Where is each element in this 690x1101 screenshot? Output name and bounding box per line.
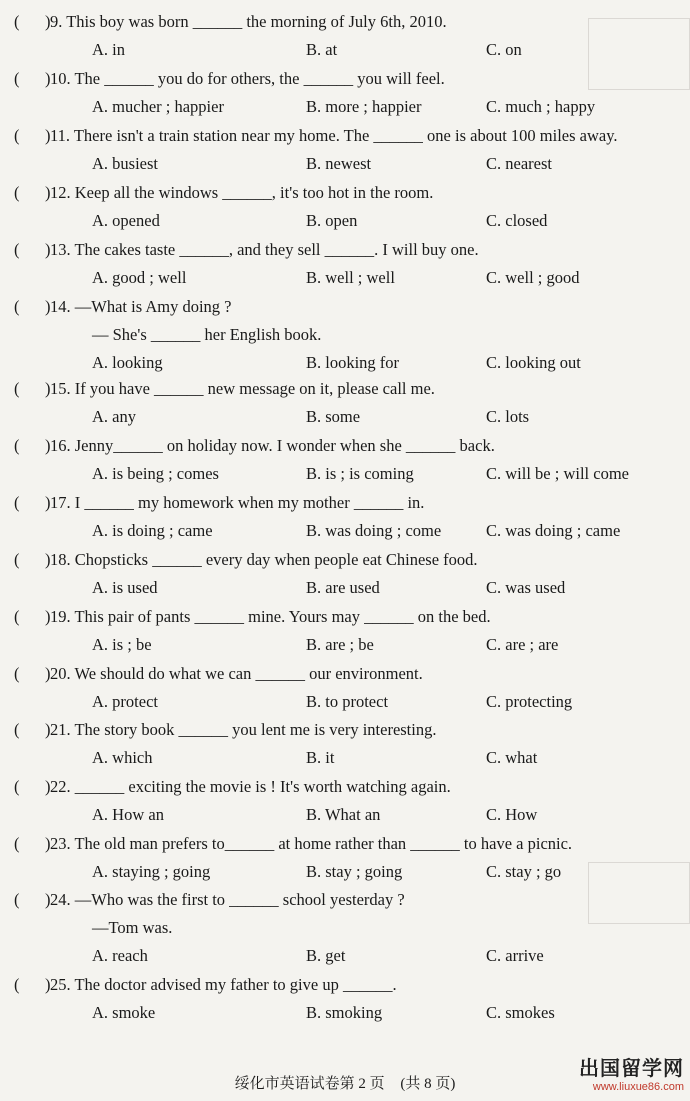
answer-option: C. protecting	[486, 692, 573, 711]
question-stem	[50, 183, 433, 203]
answer-bracket: (	[14, 664, 20, 683]
question-text: The old man prefers to______ at home rather than ______ to have a picnic.	[74, 834, 573, 853]
answer-option: A. How an	[92, 805, 164, 824]
answer-option: B. newest	[306, 154, 372, 173]
answer-bracket: (	[14, 12, 20, 31]
question-number: 18.	[50, 550, 71, 569]
answer-option: A. mucher ; happier	[92, 97, 224, 116]
question-text: The story book ______ you lent me is very interesting.	[74, 720, 437, 739]
question-stem	[50, 379, 435, 399]
answer-bracket: (	[14, 126, 20, 145]
answer-option: C. what	[486, 748, 538, 767]
answer-bracket: )	[45, 297, 51, 316]
answer-option: B. it	[306, 748, 335, 767]
question-text: ______ exciting the movie is ! It's worth watching again.	[74, 777, 451, 796]
answer-option: B. stay ; going	[306, 862, 403, 881]
answer-option: B. open	[306, 211, 358, 230]
answer-option: C. lots	[486, 407, 530, 426]
answer-option: A. busiest	[92, 154, 158, 173]
question-text: If you have ______ new message on it, please call me.	[74, 379, 435, 398]
answer-option: B. What an	[306, 805, 381, 824]
answer-option: A. reach	[92, 946, 148, 965]
answer-option: A. in	[92, 40, 125, 59]
answer-bracket: )	[45, 12, 51, 31]
question-text: This boy was born ______ the morning of July 6th, 2010.	[66, 12, 447, 31]
answer-option: B. smoking	[306, 1003, 383, 1022]
question-text: We should do what we can ______ our environment.	[74, 664, 423, 683]
question-number: 24.	[50, 890, 71, 909]
answer-option: B. to protect	[306, 692, 389, 711]
answer-bracket: (	[14, 550, 20, 569]
question-text: Chopsticks ______ every day when people eat Chinese food.	[74, 550, 478, 569]
answer-bracket: )	[45, 890, 51, 909]
answer-bracket: )	[45, 379, 51, 398]
answer-option: C. on	[486, 40, 522, 59]
answer-option: A. staying ; going	[92, 862, 211, 881]
question-text: There isn't a train station near my home. The ______ one is about 100 miles away.	[73, 126, 618, 145]
question-text: The doctor advised my father to give up ______.	[74, 975, 397, 994]
question-number: 11.	[50, 126, 71, 145]
question-text: The ______ you do for others, the ______ you will feel.	[74, 69, 445, 88]
question-text: Keep all the windows ______, it's too hot in the room.	[74, 183, 434, 202]
answer-option: A. looking	[92, 353, 163, 372]
answer-option: B. is ; is coming	[306, 464, 414, 483]
question-number: 14.	[50, 297, 71, 316]
question-stem	[50, 550, 478, 570]
answer-bracket: )	[45, 550, 51, 569]
answer-option: C. arrive	[486, 946, 544, 965]
answer-bracket: (	[14, 379, 20, 398]
answer-bracket: (	[14, 69, 20, 88]
answer-option: C. much ; happy	[486, 97, 596, 116]
question-number: 25.	[50, 975, 71, 994]
question-text: I ______ my homework when my mother ______ in.	[74, 493, 425, 512]
question-number: 13.	[50, 240, 71, 259]
answer-bracket: )	[45, 126, 51, 145]
answer-option: A. any	[92, 407, 136, 426]
answer-option: A. is being ; comes	[92, 464, 219, 483]
answer-option: C. smokes	[486, 1003, 555, 1022]
question-stem	[50, 240, 479, 260]
answer-option: A. which	[92, 748, 153, 767]
answer-option: C. will be ; will come	[486, 464, 629, 483]
question-stem	[50, 777, 451, 797]
question-number: 21.	[50, 720, 71, 739]
question-text: —Who was the first to ______ school yesterday ?	[74, 890, 405, 909]
site-watermark	[579, 1052, 684, 1093]
answer-bracket: )	[45, 607, 51, 626]
answer-option: C. are ; are	[486, 635, 559, 654]
question-continuation-text: —Tom was.	[92, 918, 173, 937]
question-continuation-text: — She's ______ her English book.	[92, 325, 322, 344]
bleed-through-box	[588, 18, 690, 90]
answer-option: A. protect	[92, 692, 158, 711]
answer-option: B. get	[306, 946, 346, 965]
question-number: 15.	[50, 379, 71, 398]
answer-option: A. smoke	[92, 1003, 156, 1022]
answer-bracket: )	[45, 493, 51, 512]
answer-option: B. more ; happier	[306, 97, 422, 116]
question-stem	[50, 607, 491, 627]
answer-option: A. is used	[92, 578, 158, 597]
answer-bracket: (	[14, 240, 20, 259]
bleed-through-box	[588, 862, 690, 924]
answer-bracket: (	[14, 607, 20, 626]
answer-option: B. some	[306, 407, 361, 426]
answer-bracket: (	[14, 436, 20, 455]
answer-option: B. well ; well	[306, 268, 395, 287]
answer-bracket: )	[45, 777, 51, 796]
question-stem	[50, 126, 618, 146]
answer-bracket: (	[14, 975, 20, 994]
answer-option: A. is doing ; came	[92, 521, 213, 540]
answer-option: C. well ; good	[486, 268, 580, 287]
answer-bracket: (	[14, 834, 20, 853]
question-stem	[50, 436, 495, 456]
question-stem	[50, 720, 436, 740]
answer-option: B. looking for	[306, 353, 400, 372]
question-number: 17.	[50, 493, 71, 512]
question-number: 20.	[50, 664, 71, 683]
question-stem	[50, 975, 397, 995]
answer-option: B. are ; be	[306, 635, 374, 654]
answer-bracket: (	[14, 297, 20, 316]
answer-option: C. looking out	[486, 353, 581, 372]
answer-option: A. is ; be	[92, 635, 152, 654]
watermark-url: www.liuxue86.com	[592, 1081, 684, 1093]
question-text: —What is Amy doing ?	[74, 297, 232, 316]
answer-option: C. nearest	[486, 154, 552, 173]
footer-title: 绥化市英语试卷第 2 页	[234, 1076, 385, 1092]
question-text: The cakes taste ______, and they sell ______. I will buy one.	[74, 240, 479, 259]
watermark-logo-text: 出国留学网	[579, 1056, 684, 1080]
question-number: 10.	[50, 69, 71, 88]
answer-bracket: )	[45, 436, 51, 455]
answer-bracket: (	[14, 890, 20, 909]
question-stem	[50, 493, 424, 513]
question-stem	[50, 664, 423, 684]
answer-bracket: (	[14, 493, 20, 512]
question-text: This pair of pants ______ mine. Yours may ______ on the bed.	[74, 607, 491, 626]
answer-bracket: )	[45, 183, 51, 202]
question-number: 22.	[50, 777, 71, 796]
answer-bracket: )	[45, 664, 51, 683]
question-stem	[50, 890, 405, 910]
answer-bracket: )	[45, 69, 51, 88]
answer-option: A. good ; well	[92, 268, 187, 287]
answer-option: C. How	[486, 805, 538, 824]
answer-option: C. was used	[486, 578, 566, 597]
question-text: Jenny______ on holiday now. I wonder when she ______ back.	[74, 436, 495, 455]
answer-option: B. are used	[306, 578, 380, 597]
question-stem	[50, 297, 231, 317]
question-number: 23.	[50, 834, 71, 853]
answer-option: B. at	[306, 40, 338, 59]
answer-bracket: )	[45, 240, 51, 259]
answer-bracket: (	[14, 183, 20, 202]
question-number: 19.	[50, 607, 71, 626]
question-stem	[50, 69, 445, 89]
answer-bracket: )	[45, 720, 51, 739]
answer-bracket: )	[45, 975, 51, 994]
answer-option: C. was doing ; came	[486, 521, 621, 540]
answer-bracket: )	[45, 834, 51, 853]
question-number: 12.	[50, 183, 71, 202]
question-number: 16.	[50, 436, 71, 455]
answer-bracket: (	[14, 720, 20, 739]
answer-option: C. stay ; go	[486, 862, 562, 881]
answer-option: A. opened	[92, 211, 160, 230]
question-number: 9.	[50, 12, 63, 31]
answer-option: B. was doing ; come	[306, 521, 442, 540]
footer-total: (共 8 页)	[400, 1076, 456, 1092]
question-stem	[50, 834, 572, 854]
answer-bracket: (	[14, 777, 20, 796]
question-stem	[50, 12, 447, 32]
answer-option: C. closed	[486, 211, 548, 230]
